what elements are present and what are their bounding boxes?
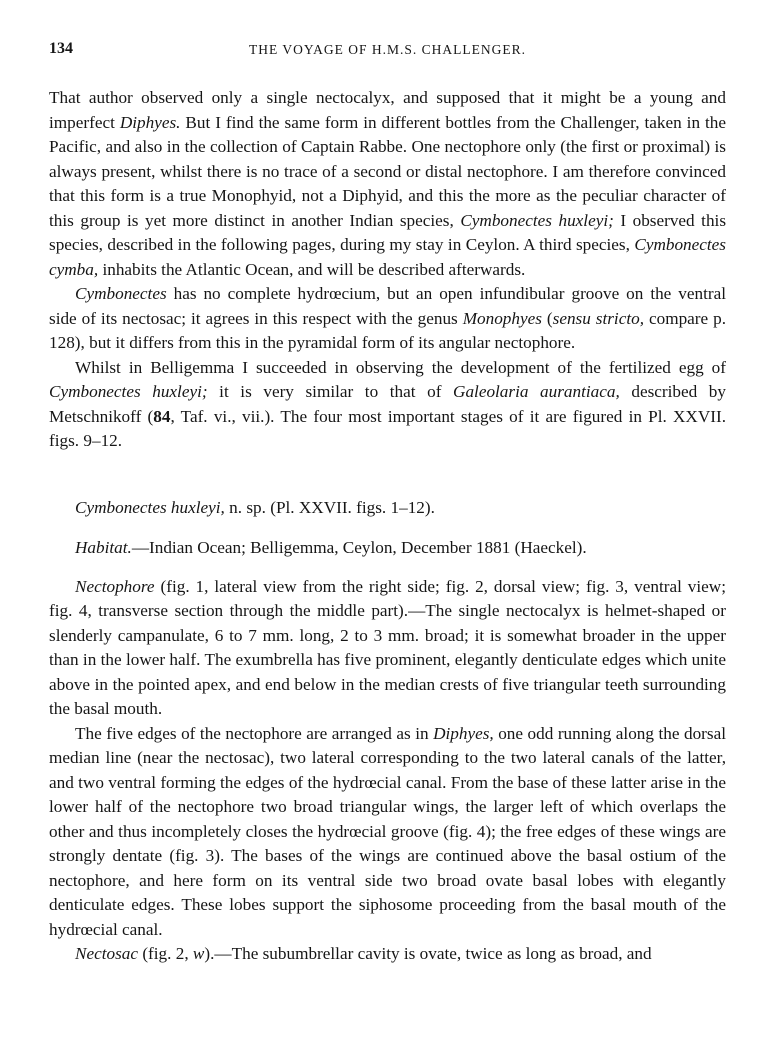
- page-number: 134: [49, 40, 73, 57]
- page-header: [49, 40, 726, 64]
- page-body: [49, 86, 726, 967]
- paragraph-monophyid-argument: That author observed only a single nectocalyx, and supposed that it might be a young and imperfect Diphyes. But I find the same form in different bottles from the Challenger, taken in the Pacific, and also in the collection of Captain Rabbe. One nectophore only (the first or proximal) is always present, whilst there is no trace of a second or distal nectophore. I am therefore convinced that this form is a true Monophyid, not a Diphyid, and this the more as the peculiar character of this group is yet more distinct in another Indian species, Cymbonectes huxleyi; I observed this species, described in the following pages, during my stay in Ceylon. A third species, Cymbonectes cymba, inhabits the Atlantic Ocean, and will be described afterwards.: [49, 88, 727, 279]
- paragraph-development: Whilst in Belligemma I succeeded in observing the development of the fertilized egg of Cymbonectes huxleyi; it is very similar to that of Galeolaria aurantiaca, described by Metschnikoff (84, Taf. vi., vii.). The four most important stages of it are figured in Pl. XXVII. figs. 9–12.: [49, 357, 727, 450]
- document-page: [49, 40, 726, 967]
- species-heading: Cymbonectes huxleyi, n. sp. (Pl. XXVII. figs. 1–12).: [75, 497, 435, 517]
- paragraph-edges: The five edges of the nectophore are arranged as in Diphyes, one odd running along the dorsal median line (near the nectosac), two lateral corresponding to the two lateral canals of the latter, and two ventral forming the edges of the hydrœcial canal. From the base of these latter arise in the lower half of the nectophore two broad triangular wings, the larger left of which overlaps the other and thus incompletely closes the hydrœcial groove (fig. 4); the free edges of these wings are strongly dentate (fig. 3). The bases of the wings are continued above the basal ostium of the nectophore, and here form on its ventral side two broad ovate basal lobes with elegantly denticulate edges. These lobes support the siphosome proceeding from the basal mouth of the hydrœcial canal.: [49, 723, 726, 939]
- running-title: THE VOYAGE OF H.M.S. CHALLENGER.: [248, 42, 526, 57]
- paragraph-nectophore: Nectophore (fig. 1, lateral view from the right side; fig. 2, dorsal view; fig. 3, ventral view; fig. 4, transverse section through the middle part).—The single nectocalyx is helmet-shaped or slenderly campanulate, 6 to 7 mm. long, 2 to 3 mm. broad; it is somewhat broader in the upper than in the lower half. The exumbrella has five prominent, elegantly denticulate edges which unite above in the pointed apex, and end below in the median crests of five triangular teeth surrounding the basal mouth.: [49, 576, 726, 718]
- paragraph-hydroecium: Cymbonectes has no complete hydrœcium, but an open infundibular groove on the ventral side of its nectosac; it agrees in this respect with the genus Monophyes (sensu stricto, compare p. 128), but it differs from this in the pyramidal form of its angular nectophore.: [49, 284, 726, 352]
- paragraph-nectosac: Nectosac (fig. 2, w).—The subumbrellar cavity is ovate, twice as long as broad, and: [75, 944, 652, 963]
- habitat-line: Habitat.—Indian Ocean; Belligemma, Ceylon, December 1881 (Haeckel).: [75, 538, 587, 557]
